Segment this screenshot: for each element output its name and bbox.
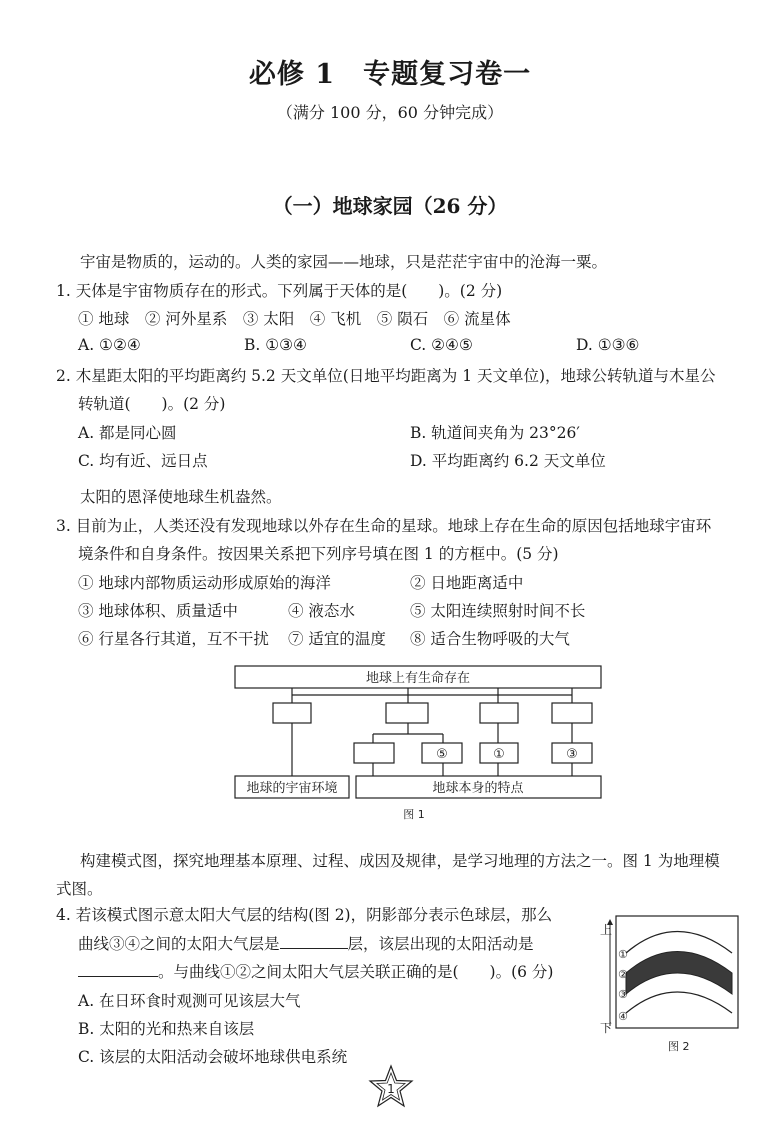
- intro-paragraph-3-line1: 构建模式图，探究地理基本原理、过程、成因及规律，是学习地理的方法之一。图 1 为地理模: [80, 852, 720, 870]
- fig1-blank-box-2: [386, 703, 428, 723]
- fig1-blank-box-5: [354, 743, 394, 763]
- fig1-blank-box-1: [273, 703, 311, 723]
- fig2-down-label: 下: [600, 1021, 613, 1035]
- question-4-line3-text: 。与曲线①②之间太阳大气层关联正确的是( )。(6 分): [158, 963, 554, 981]
- question-1-stem: 1. 天体是宇宙物质存在的形式。下列属于天体的是( )。(2 分): [56, 282, 503, 300]
- fig1-label-5: ⑤: [436, 747, 448, 762]
- fig2-up-label: 上: [600, 923, 613, 937]
- question-3-option-1: ① 地球内部物质运动形成原始的海洋: [78, 574, 331, 592]
- fig2-label-1: ①: [618, 948, 628, 961]
- figure-1-diagram: [228, 660, 610, 825]
- question-2-stem-line1: 2. 木星距太阳的平均距离约 5.2 天文单位(日地平均距离为 1 天文单位)，地球公转轨道与木星公: [56, 367, 716, 385]
- question-3-option-5: ⑤ 太阳连续照射时间不长: [410, 602, 586, 620]
- fig2-shaded-layer: [626, 952, 732, 995]
- question-4-option-a: A. 在日环食时观测可见该层大气: [78, 992, 301, 1010]
- question-1-items: ① 地球 ② 河外星系 ③ 太阳 ④ 飞机 ⑤ 陨石 ⑥ 流星体: [78, 310, 511, 328]
- fig2-label-4: ④: [618, 1010, 628, 1023]
- question-1-option-b: B. ①③④: [244, 336, 307, 354]
- page-subtitle: （满分 100 分，60 分钟完成）: [276, 103, 504, 122]
- answer-blank-layer[interactable]: [280, 934, 348, 949]
- question-2-option-c: C. 均有近、远日点: [78, 452, 208, 470]
- question-1-option-d: D. ①③⑥: [576, 336, 640, 354]
- question-3-option-4: ④ 液态水: [288, 602, 355, 620]
- question-3-option-3: ③ 地球体积、质量适中: [78, 602, 238, 620]
- question-2-stem-line2: 转轨道( )。(2 分): [78, 395, 226, 413]
- fig1-blank-box-4: [552, 703, 592, 723]
- fig1-label-1: ①: [493, 747, 505, 762]
- intro-paragraph-3-line2: 式图。: [56, 880, 103, 898]
- question-4-option-b: B. 太阳的光和热来自该层: [78, 1020, 255, 1038]
- question-4-line2-part1: 曲线③④之间的太阳大气层是: [78, 935, 280, 953]
- intro-paragraph: 宇宙是物质的，运动的。人类的家园——地球，只是茫茫宇宙中的沧海一粟。: [80, 253, 608, 271]
- fig2-caption: 图 2: [668, 1040, 690, 1053]
- fig1-caption: 图 1: [403, 808, 425, 821]
- question-2-option-b: B. 轨道间夹角为 23°26′: [410, 424, 580, 442]
- fig1-top-label: 地球上有生命存在: [365, 671, 471, 686]
- answer-blank-activity[interactable]: [78, 962, 158, 977]
- question-1-option-a: A. ①②④: [78, 336, 141, 354]
- fig2-label-2: ②: [618, 968, 628, 981]
- question-2-option-a: A. 都是同心圆: [78, 424, 177, 442]
- question-3-stem-line1: 3. 目前为止，人类还没有发现地球以外存在生命的星球。地球上存在生命的原因包括地球宇宙环: [56, 517, 712, 535]
- section-heading: （一）地球家园（26 分）: [272, 194, 508, 218]
- fig2-curve-4: [626, 992, 732, 1013]
- fig1-self-label: 地球本身的特点: [432, 781, 524, 796]
- page-number: 1: [387, 1082, 395, 1096]
- question-4-line1: 4. 若该模式图示意太阳大气层的结构(图 2)，阴影部分表示色球层，那么: [56, 906, 553, 924]
- fig1-cosmic-label: 地球的宇宙环境: [246, 781, 338, 796]
- question-3-stem-line2: 境条件和自身条件。按因果关系把下列序号填在图 1 的方框中。(5 分): [78, 545, 559, 563]
- question-3-option-8: ⑧ 适合生物呼吸的大气: [410, 630, 570, 648]
- figure-2-diagram: [596, 908, 746, 1058]
- fig2-curve-1: [626, 932, 732, 954]
- page-title: 必修 1 专题复习卷一: [248, 59, 532, 90]
- question-4-line3: [78, 960, 553, 982]
- question-4-line2: [78, 932, 534, 954]
- fig1-label-3: ③: [566, 747, 578, 762]
- question-3-option-7: ⑦ 适宜的温度: [288, 630, 386, 648]
- question-3-option-2: ② 日地距离适中: [410, 574, 524, 592]
- fig1-blank-box-3: [480, 703, 518, 723]
- page-number-star: [368, 1064, 414, 1110]
- question-4-option-c: C. 该层的太阳活动会破坏地球供电系统: [78, 1048, 348, 1066]
- question-3-option-6: ⑥ 行星各行其道，互不干扰: [78, 630, 269, 648]
- intro-paragraph-2: 太阳的恩泽使地球生机盎然。: [80, 488, 282, 506]
- question-1-option-c: C. ②④⑤: [410, 336, 473, 354]
- question-4-line2-part2: 层，该层出现的太阳活动是: [347, 935, 534, 953]
- fig2-label-3: ③: [618, 988, 628, 1001]
- question-2-option-d: D. 平均距离约 6.2 天文单位: [410, 452, 606, 470]
